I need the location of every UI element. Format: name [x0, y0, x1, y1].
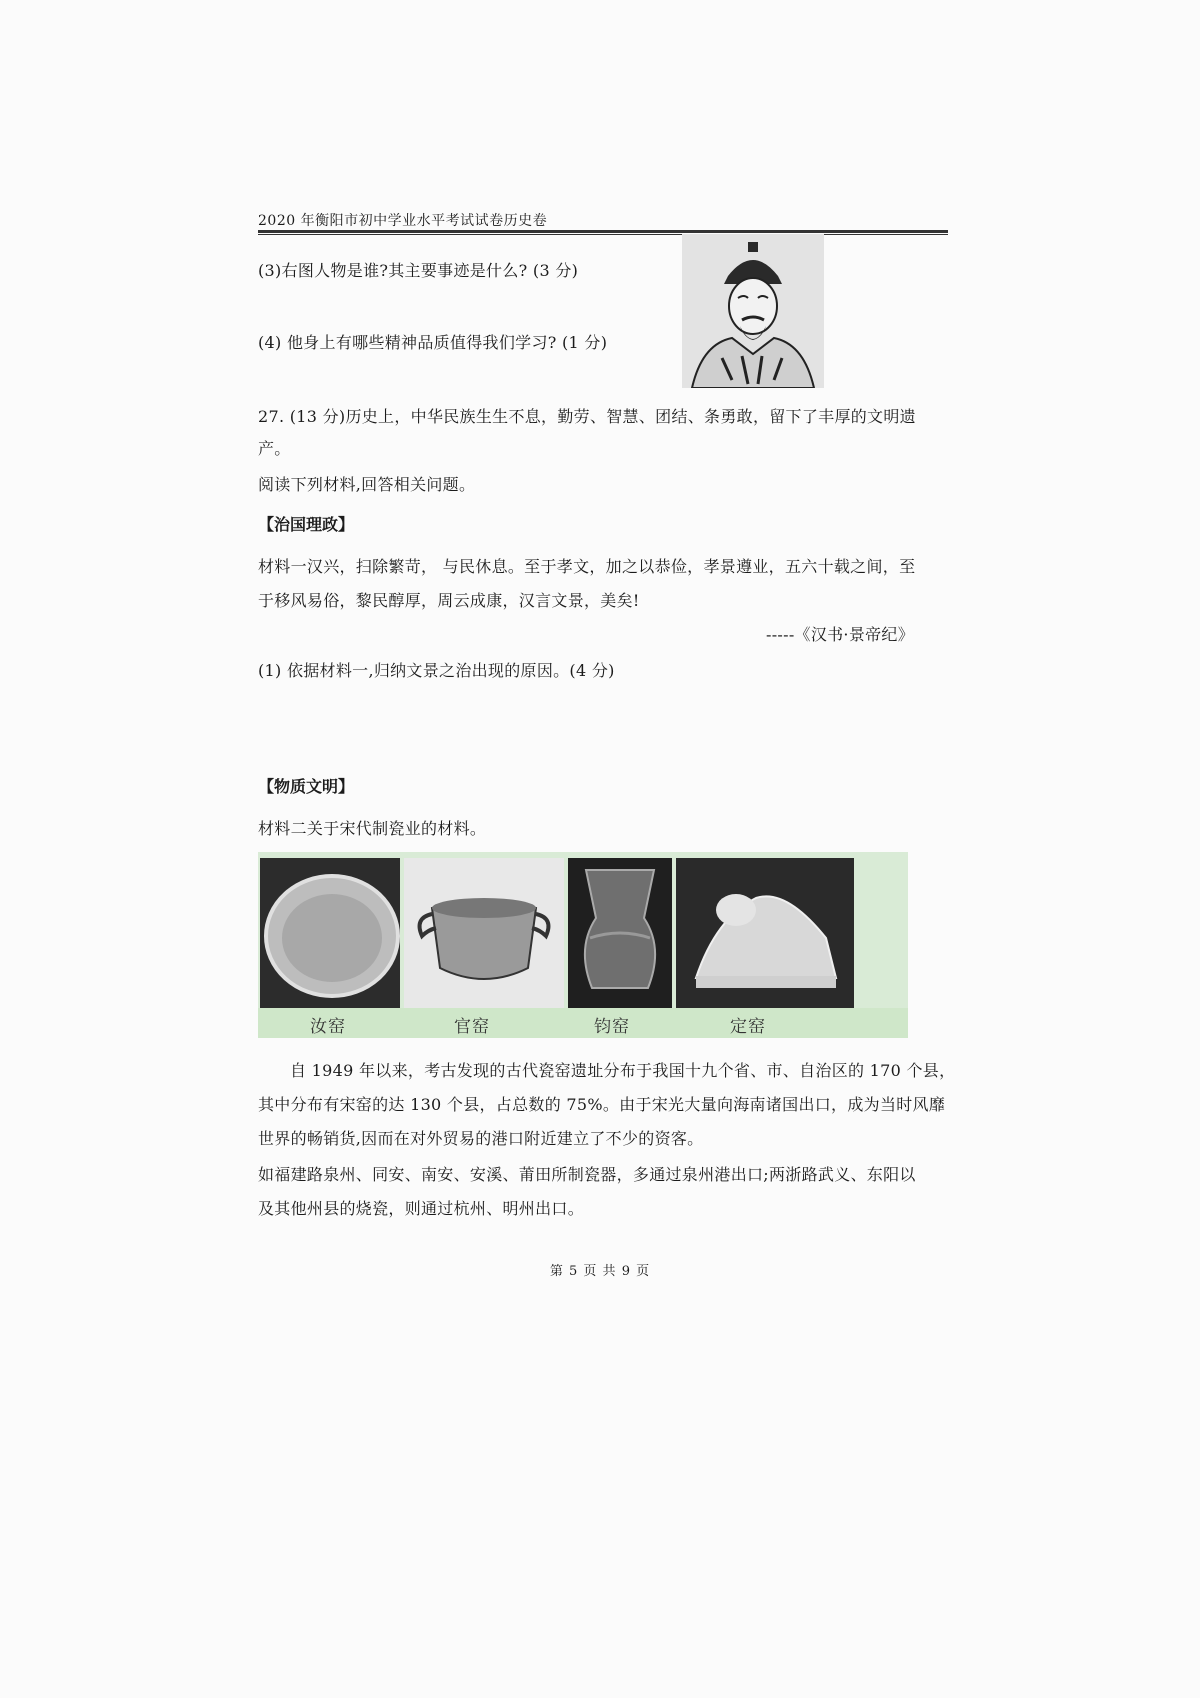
portrait-illustration	[682, 234, 824, 388]
header-rule	[258, 230, 948, 235]
guan-kiln-photo	[404, 858, 564, 1008]
material-1-line-1: 材料一汉兴，扫除繁苛， 与民休息。至于孝文，加之以恭俭，孝景遵业，五六十载之间，至	[258, 557, 916, 576]
ding-kiln-photo	[676, 858, 854, 1008]
material-2-para-1-line-1: 自 1949 年以来，考古发现的古代瓷窑遗址分布于我国十九个省、市、自治区的 170 个县，	[290, 1061, 956, 1080]
historical-figure-portrait	[682, 234, 824, 388]
caption-ding-kiln: 定窑	[730, 1017, 766, 1037]
material-2-title: 材料二关于宋代制瓷业的材料。	[258, 819, 487, 838]
question-26-4: (4) 他身上有哪些精神品质值得我们学习? (1 分)	[258, 333, 608, 352]
pot-image	[404, 858, 564, 1008]
question-27-instruction: 阅读下列材料,回答相关问题。	[258, 475, 476, 494]
caption-guan-kiln: 官窑	[454, 1017, 490, 1037]
question-27-1: (1) 依据材料一,归纳文景之治出现的原因。(4 分)	[258, 661, 615, 680]
ru-kiln-photo	[260, 858, 400, 1008]
caption-bar	[258, 1008, 908, 1038]
section-title-governance: 【治国理政】	[258, 515, 355, 534]
material-2-para-1-line-2: 其中分布有宋窑的达 130 个县，占总数的 75%。由于宋光大量向海南诸国出口，成为当时风靡	[258, 1095, 946, 1114]
caption-jun-kiln: 钧窑	[594, 1017, 630, 1037]
question-26-3: (3)右图人物是谁?其主要事迹是什么? (3 分)	[258, 261, 579, 280]
material-1-source: -----《汉书·景帝纪》	[766, 625, 915, 644]
jun-kiln-photo	[568, 858, 672, 1008]
material-1-line-2: 于移风易俗，黎民醇厚，周云成康，汉言文景，美矣!	[258, 591, 640, 610]
question-27-intro: 27. (13 分)历史上，中华民族生生不息，勤劳、智慧、团结、条勇敢，留下了丰厚的文明遗	[258, 407, 916, 426]
section-title-material-civilization: 【物质文明】	[258, 777, 355, 796]
question-27-intro-cont: 产。	[258, 439, 291, 458]
page-header: 2020 年衡阳市初中学业水平考试试卷历史卷	[258, 213, 548, 229]
material-2-para-2-line-2: 及其他州县的烧瓷，则通过杭州、明州出口。	[258, 1199, 585, 1218]
material-2-para-1-line-3: 世界的畅销货,因而在对外贸易的港口附近建立了不少的资客。	[258, 1129, 704, 1148]
pillow-image	[676, 858, 854, 1008]
song-porcelain-figure	[258, 852, 908, 1038]
caption-ru-kiln: 汝窑	[310, 1017, 346, 1037]
page-number: 第 5 页 共 9 页	[549, 1264, 651, 1279]
vase-image	[568, 858, 672, 1008]
material-2-para-2-line-1: 如福建路泉州、同安、南安、安溪、莆田所制瓷器，多通过泉州港出口;两浙路武义、东阳以	[258, 1165, 916, 1184]
plate-image	[260, 858, 400, 1008]
